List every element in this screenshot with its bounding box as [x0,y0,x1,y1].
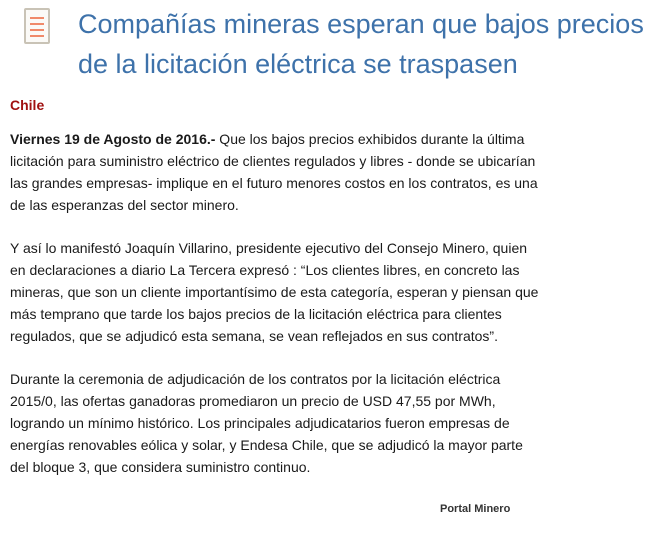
document-icon [24,8,50,44]
document-icon-line [30,35,44,37]
paragraph-1-text: Que los bajos precios exhibidos durante la última licitación para suministro eléctrico de clientes regulados y libres - donde se ubicarían las grandes empresas- implique en el futuro menores costos en los contratos, es una de las esperanzas del sector minero. [10,131,538,213]
document-icon-line [30,23,44,25]
article-header [0,0,663,90]
region-label: Chile [10,97,45,113]
article-title: Compañías mineras esperan que bajos precios de la licitación eléctrica se traspasen [78,9,644,79]
paragraph-1 [10,128,540,216]
paragraph-2: Y así lo manifestó Joaquín Villarino, presidente ejecutivo del Consejo Minero, quien en declaraciones a diario La Tercera expresó : “Los clientes libres, en concreto las mineras, que son un cliente importantísimo de esta categoría, esperan y piensan que más temprano que tarde los bajos precios de la licitación eléctrica para clientes regulados, que se adjudicó esta semana, se vean reflejados en sus contratos”. [10,240,539,344]
article-date: Viernes 19 de Agosto de 2016.- [10,131,216,147]
document-icon-line [30,29,44,31]
paragraph-3: Durante la ceremonia de adjudicación de los contratos por la licitación eléctrica 2015/0, las ofertas ganadoras promediaron un precio de USD 47,55 por MWh, logrando un mínimo histórico. Los principales adjudicatarios fueron empresas de energías renovables eólica y solar, y Endesa Chile, que se adjudicó la mayor parte del bloque 3, que considera suministro continuo. [10,371,523,475]
article-body [10,128,540,499]
article-source: Portal Minero [440,503,511,515]
document-icon-line [30,17,44,19]
